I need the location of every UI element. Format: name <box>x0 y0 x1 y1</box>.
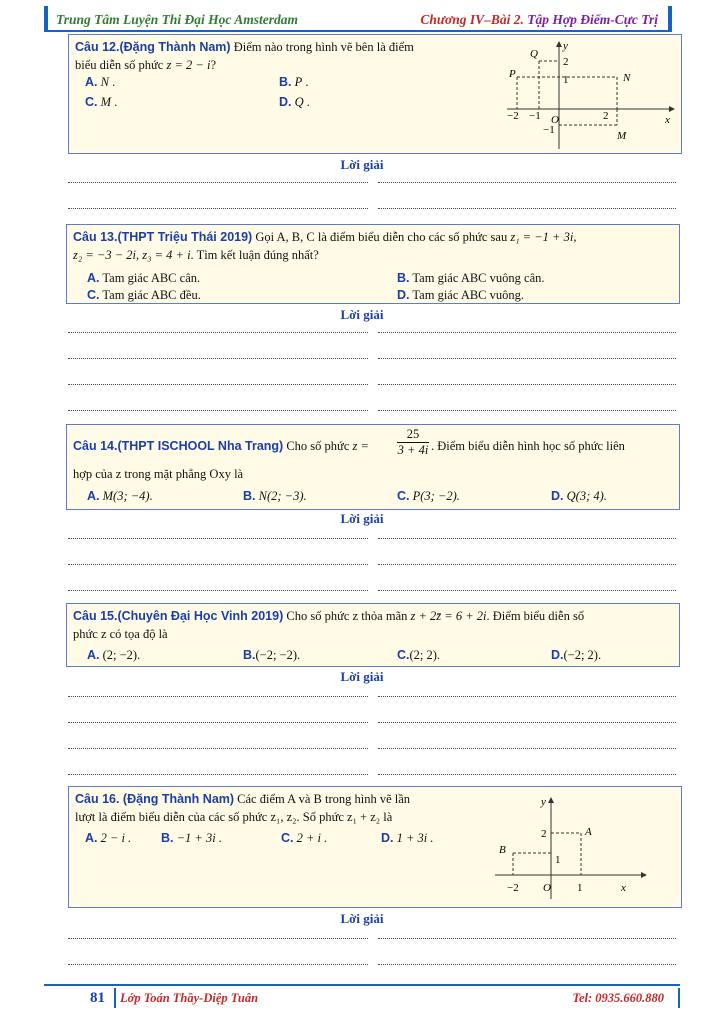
option-a[interactable]: A. M(3; −4). <box>87 489 153 503</box>
tick-y-neg1: −1 <box>543 124 555 136</box>
question-15: Câu 15.(Chuyên Đại Học Vinh 2019) Cho số phức z thỏa mãn z + 2z̄ = 6 + 2i. Điểm biểu diễn số phức z có tọa độ là A. (2; −2). B.(−2; −2). C.(2; 2). D.(−2; 2). <box>66 603 680 667</box>
question-14: Câu 14.(THPT ISCHOOL Nha Trang) Cho số phức z = 25 3 + 4i . Điểm biểu diễn hình học số phức liên hợp của z trong mặt phẳng Oxy là A. M(3; −4). B. N(2; −3). C. P(3; −2). D. Q(3; 4). <box>66 424 680 510</box>
option-b[interactable]: B. Tam giác ABC vuông cân. <box>397 271 545 285</box>
option-c[interactable]: C. Tam giác ABC đều. <box>87 288 201 302</box>
question-13: Câu 13.(THPT Triệu Thái 2019) Gọi A, B, C là điểm biểu diễn cho các số phức sau z₁ = −1 + 3i, z₂ = −3 − 2i, z₃ = 4 + i. Tìm kết luận đúng nhất? A. Tam giác ABC cân. B. Tam giác ABC vuông cân. C. Tam giác ABC đều. D. Tam giác ABC vuông. <box>66 224 680 304</box>
page-header <box>44 6 672 28</box>
header-center-name: Trung Tâm Luyện Thi Đại Học Amsterdam <box>56 12 299 27</box>
solution-label-16: Lời giải <box>340 911 384 926</box>
point-p-label: P <box>509 68 516 80</box>
tick-y-2: 2 <box>541 828 547 840</box>
solution-label-14: Lời giải <box>340 511 384 526</box>
option-b[interactable]: B. −1 + 3i . <box>161 831 222 845</box>
option-c[interactable]: C. 2 + i . <box>281 831 328 845</box>
solution-label-13: Lời giải <box>340 307 384 322</box>
axis-x-label: x <box>621 882 626 894</box>
page-number: 81 <box>90 990 105 1006</box>
tick-y-2: 2 <box>563 56 569 68</box>
option-d[interactable]: D. Tam giác ABC vuông. <box>397 288 525 302</box>
q12-coordinate-figure <box>499 37 679 151</box>
point-m-label: M <box>617 130 627 142</box>
point-q-label: Q <box>530 48 538 60</box>
tick-x-1: 1 <box>577 882 583 894</box>
tick-y-1: 1 <box>563 74 569 86</box>
fraction: 25 3 + 4i <box>397 427 429 457</box>
tick-x-neg2: −2 <box>507 882 519 894</box>
origin-label: O <box>543 882 551 894</box>
axis-y-label: y <box>541 796 546 808</box>
option-c[interactable]: C.(2; 2). <box>397 648 441 662</box>
tick-y-1: 1 <box>555 854 561 866</box>
footer-class-name: Lớp Toán Thầy-Diệp Tuân <box>120 991 259 1005</box>
option-c[interactable]: C. M . <box>85 95 118 109</box>
option-a[interactable]: A. N . <box>85 75 116 89</box>
option-b[interactable]: B.(−2; −2). <box>243 648 301 662</box>
axis-y-label: y <box>563 40 568 52</box>
option-d[interactable]: D. 1 + 3i . <box>381 831 434 845</box>
point-a-label: A <box>585 826 592 838</box>
origin-label: O <box>551 114 559 126</box>
option-d[interactable]: D. Q . <box>279 95 310 109</box>
question-12: Câu 12.(Đặng Thành Nam) Điểm nào trong hình vẽ bên là điểm biểu diễn số phức z = 2 − i? A. N . B. P . C. M . D. Q . y x O −2 −1 2 2 1 −1 Q P N M <box>68 34 682 154</box>
option-a[interactable]: A. Tam giác ABC cân. <box>87 271 201 285</box>
option-d[interactable]: D. Q(3; 4). <box>551 489 607 503</box>
header-chapter: Chương IV–Bài 2. Tập Hợp Điểm-Cực Trị <box>420 12 658 27</box>
point-n-label: N <box>623 72 631 84</box>
footer-phone: Tel: 0935.660.880 <box>572 991 664 1005</box>
tick-x-2: 2 <box>603 110 609 122</box>
tick-x-neg2: −2 <box>507 110 519 122</box>
option-a[interactable]: A. (2; −2). <box>87 648 141 662</box>
option-b[interactable]: B. N(2; −3). <box>243 489 307 503</box>
option-b[interactable]: B. P . <box>279 75 309 89</box>
option-d[interactable]: D.(−2; 2). <box>551 648 602 662</box>
axis-x-label: x <box>665 114 670 126</box>
solution-label-15: Lời giải <box>340 669 384 684</box>
option-c[interactable]: C. P(3; −2). <box>397 489 460 503</box>
option-a[interactable]: A. 2 − i . <box>85 831 132 845</box>
q16-coordinate-figure <box>491 791 671 903</box>
point-b-label: B <box>499 844 506 856</box>
solution-label-12: Lời giải <box>340 157 384 172</box>
tick-x-neg1: −1 <box>529 110 541 122</box>
page-footer <box>44 984 680 1010</box>
question-16: Câu 16. (Đặng Thành Nam) Các điểm A và B trong hình vẽ lần lượt là điểm biểu diễn của các số phức z₁, z₂. Số phức z₁ + z₂ là A. 2 − i . B. −1 + 3i . C. 2 + i . D. 1 + 3i . y x O −2 1 2 1 A B <box>68 786 682 908</box>
